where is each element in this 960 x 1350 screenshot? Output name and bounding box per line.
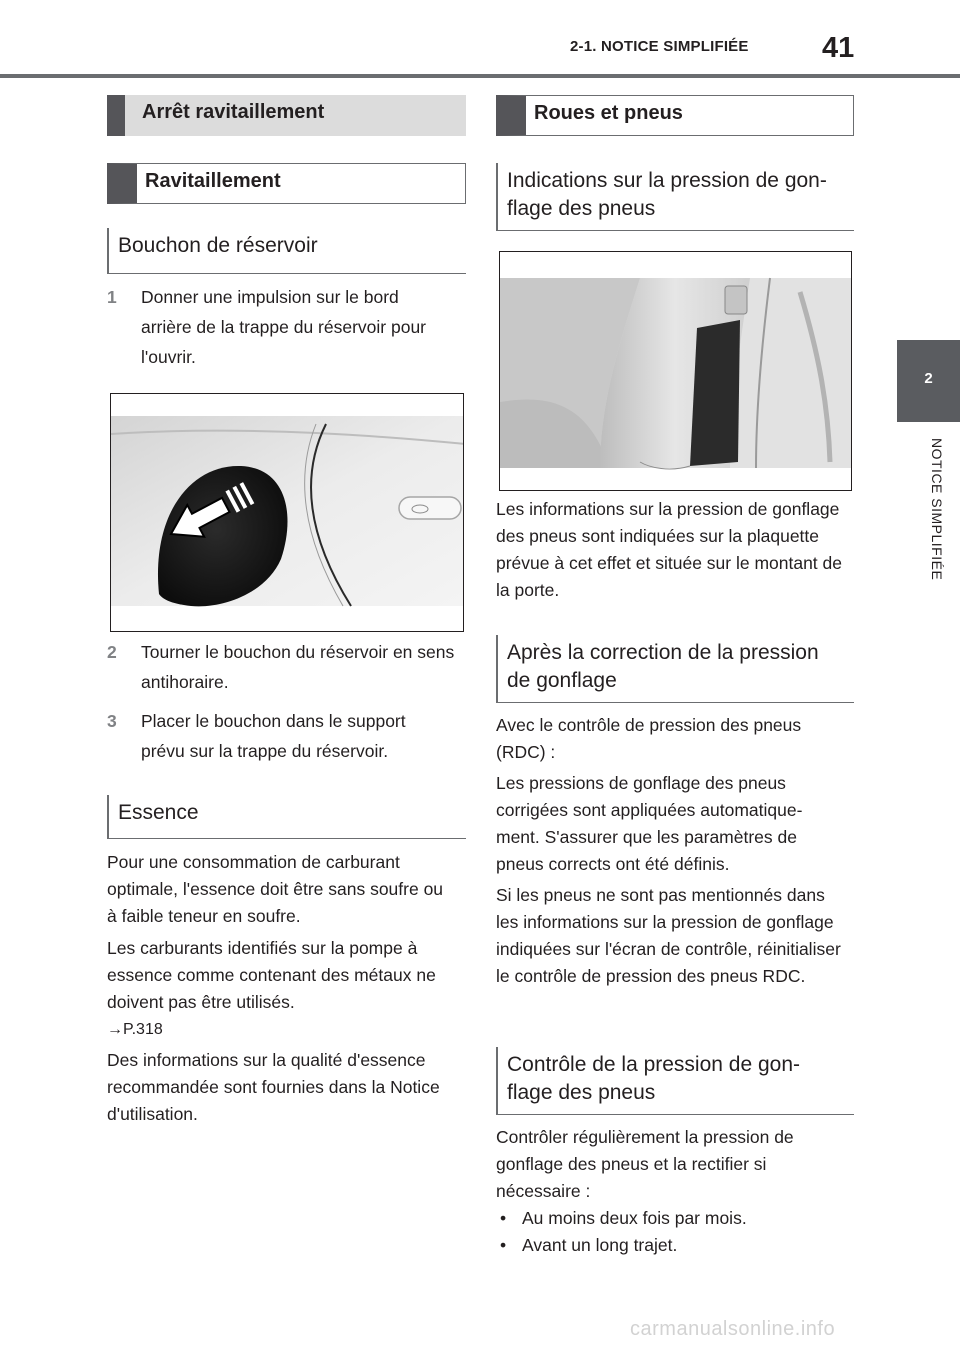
pressure-text	[496, 496, 848, 604]
after-heading-block	[496, 635, 854, 703]
roues-title-block	[496, 95, 854, 136]
step-3	[107, 706, 466, 766]
fuel-flap-drawing	[111, 394, 464, 632]
heading-fuel-cap: Bouchon de réservoir	[107, 228, 466, 274]
page-reference: →P.318	[107, 1021, 163, 1038]
after-text	[496, 712, 846, 990]
list-item-text: Avant un long trajet.	[522, 1235, 678, 1255]
pressure-heading-block	[496, 163, 854, 231]
heading-check-pressure: Contrôle de la pression de gon-flage des pneus	[496, 1047, 854, 1115]
heading-tire-pressure-info: Indications sur la pression de gon-flage des pneus	[496, 163, 854, 231]
step-text: Placer le bouchon dans le support prévu sur la trappe du réservoir.	[141, 711, 406, 761]
step-number: 1	[107, 287, 117, 307]
step-1	[107, 282, 466, 372]
paragraph: Les pressions de gonflage des pneus corrigées sont appliquées automatique-ment. S'assurer que les paramètres de pneus corrects ont été définis.	[496, 773, 803, 874]
paragraph: Les informations sur la pression de gonflage des pneus sont indiquées sur la plaquette prévue à cet effet et située sur le montant de la porte.	[496, 499, 843, 600]
paragraph: Contrôler régulièrement la pression de gonflage des pneus et la rectifier si nécessaire :	[496, 1127, 794, 1201]
paragraph: Les carburants identifiés sur la pompe à essence comme contenant des métaux ne doivent pas être utilisés.	[107, 938, 436, 1012]
fuel-flap-illustration	[110, 393, 464, 632]
bullet-dot: •	[500, 1235, 507, 1255]
header-rule	[0, 74, 960, 78]
paragraph: Avec le contrôle de pression des pneus (RDC) :	[496, 715, 802, 762]
tire-pressure-label-plate	[690, 320, 740, 466]
heading-after-correction: Après la correction de la pression de gonflage	[496, 635, 854, 703]
bullet-dot: •	[500, 1208, 507, 1228]
fuel-heading-block	[107, 795, 466, 839]
list-item	[496, 1232, 846, 1259]
door-pillar-drawing	[500, 252, 852, 491]
door-pillar-illustration	[499, 251, 852, 491]
page-number: 41	[822, 32, 855, 64]
step-text: Donner une impulsion sur le bord arrière de la trappe du réservoir pour l'ouvrir.	[141, 287, 427, 367]
check-text	[496, 1124, 846, 1259]
step-number: 3	[107, 711, 117, 731]
chapter-tab-label: NOTICE SIMPLIFIÉE	[929, 438, 945, 581]
step-number: 2	[107, 642, 117, 662]
section-title-wheels: Roues et pneus	[496, 95, 854, 136]
left-column	[107, 95, 466, 136]
heading-fuel: Essence	[107, 795, 466, 839]
check-heading-block	[496, 1047, 854, 1115]
paragraph: Si les pneus ne sont pas mentionnés dans les informations sur la pression de gonflage indiquées sur l'écran de contrôle, réinitialiser le contrôle de pression des pneus RDC.	[496, 885, 841, 986]
list-item	[496, 1205, 846, 1232]
section-title-refuel: Arrêt ravitaillement	[107, 95, 466, 136]
paragraph: Pour une consommation de carburant optimale, l'essence doit être sans soufre ou à faible teneur en soufre.	[107, 852, 444, 926]
list-item-text: Au moins deux fois par mois.	[522, 1208, 747, 1228]
chapter-tab: 2	[897, 340, 960, 422]
subsection-title-refueling: Ravitaillement	[107, 163, 466, 204]
subsection-block	[107, 163, 466, 204]
fuel-text	[107, 849, 452, 1128]
paragraph: Des informations sur la qualité d'essence recommandée sont fournies dans la Notice d'utilisation.	[107, 1050, 440, 1124]
cap-heading-block	[107, 228, 466, 274]
step-2	[107, 637, 466, 697]
watermark: carmanualsonline.info	[630, 1318, 836, 1340]
step-text: Tourner le bouchon du réservoir en sens antihoraire.	[141, 642, 455, 692]
section-header: 2-1. NOTICE SIMPLIFIÉE	[570, 38, 749, 55]
